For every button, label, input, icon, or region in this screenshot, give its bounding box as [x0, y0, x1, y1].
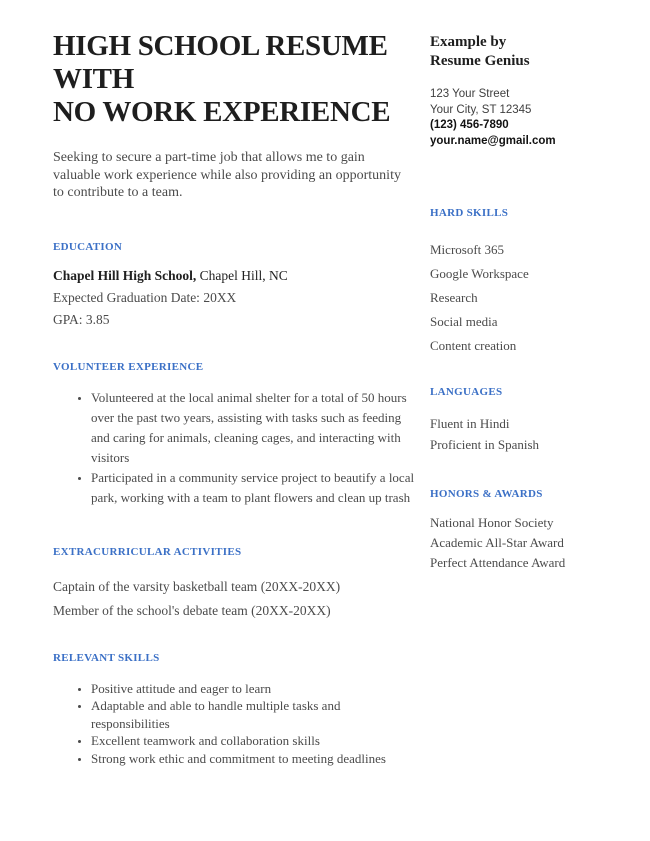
objective-text: Seeking to secure a part-time job that allows me to gain valuable work experience while also providing an opportunity to contribute to a team. [53, 150, 401, 200]
relevant-skill-bullet: • Excellent teamwork and collaboration skills [91, 732, 417, 750]
contact-street: 123 Your Street [430, 88, 510, 100]
relevant-skill-bullet: • Positive attitude and eager to learn [91, 680, 417, 698]
contact-phone: (123) 456-7890 [430, 119, 509, 131]
byline-line2: Resume Genius [430, 53, 530, 69]
hard-skill-item: Google Workspace [430, 266, 529, 281]
language-item: Proficient in Spanish [430, 437, 540, 452]
section-heading-extracurricular: EXTRACURRICULAR ACTIVITIES [53, 545, 242, 558]
left-column [53, 0, 417, 767]
honors-award-item: Academic All-Star Award [430, 535, 564, 550]
hard-skill-item: Research [430, 290, 478, 305]
contact-city: Your City, ST 12345 [430, 103, 532, 116]
education-block [53, 265, 417, 331]
education-school-name: Chapel Hill High School, [53, 267, 197, 283]
extracurricular-block [53, 575, 417, 623]
section-heading-volunteer-experience: VOLUNTEER EXPERIENCE [53, 360, 204, 373]
language-item: Fluent in Hindi [430, 416, 510, 431]
hard-skill-item: Microsoft 365 [430, 242, 505, 257]
honors-award-item: Perfect Attendance Award [430, 555, 566, 570]
honors-award-item: National Honor Society [430, 515, 554, 530]
byline [430, 33, 630, 71]
languages-list [430, 413, 630, 455]
hard-skills-list [430, 238, 630, 358]
hard-skill-item: Content creation [430, 338, 517, 353]
section-heading-languages: LANGUAGES [430, 386, 503, 398]
relevant-skills-bullet-list [53, 680, 417, 768]
section-heading-relevant-skills: RELEVANT SKILLS [53, 651, 160, 664]
byline-line1: Example by [430, 34, 507, 50]
volunteer-bullet: • Participated in a community service project to beautify a local park, working with a team to plant flowers and clean up trash [91, 468, 417, 508]
volunteer-bullet-list [53, 388, 417, 508]
relevant-skill-bullet: • Strong work ethic and commitment to meeting deadlines [91, 750, 417, 768]
education-school-location: Chapel Hill, NC [196, 267, 288, 283]
extracurricular-item: Member of the school's debate team (20XX-20XX) [53, 602, 331, 618]
volunteer-bullet: • Volunteered at the local animal shelter for a total of 50 hours over the past two years, assisting with tasks such as feeding and caring for animals, cleaning cages, and interacting with visitors [91, 388, 417, 468]
page-title-line2: NO WORK EXPERIENCE [53, 96, 391, 128]
right-column [430, 0, 630, 573]
education-school [53, 265, 417, 287]
relevant-skill-bullet: • Adaptable and able to handle multiple tasks and responsibilities [91, 697, 417, 732]
page-title [53, 30, 417, 129]
honors-awards-list [430, 513, 630, 573]
section-heading-honors-awards: HONORS & AWARDS [430, 488, 543, 500]
education-gpa: GPA: 3.85 [53, 311, 110, 327]
hard-skill-item: Social media [430, 314, 498, 329]
contact-email: your.name@gmail.com [430, 134, 556, 147]
extracurricular-item: Captain of the varsity basketball team (20XX-20XX) [53, 578, 341, 594]
contact-block [430, 87, 630, 149]
page-title-line1: HIGH SCHOOL RESUME WITH [53, 30, 388, 95]
section-heading-education: EDUCATION [53, 240, 123, 253]
section-heading-hard-skills: HARD SKILLS [430, 207, 509, 219]
education-graduation: Expected Graduation Date: 20XX [53, 289, 237, 305]
